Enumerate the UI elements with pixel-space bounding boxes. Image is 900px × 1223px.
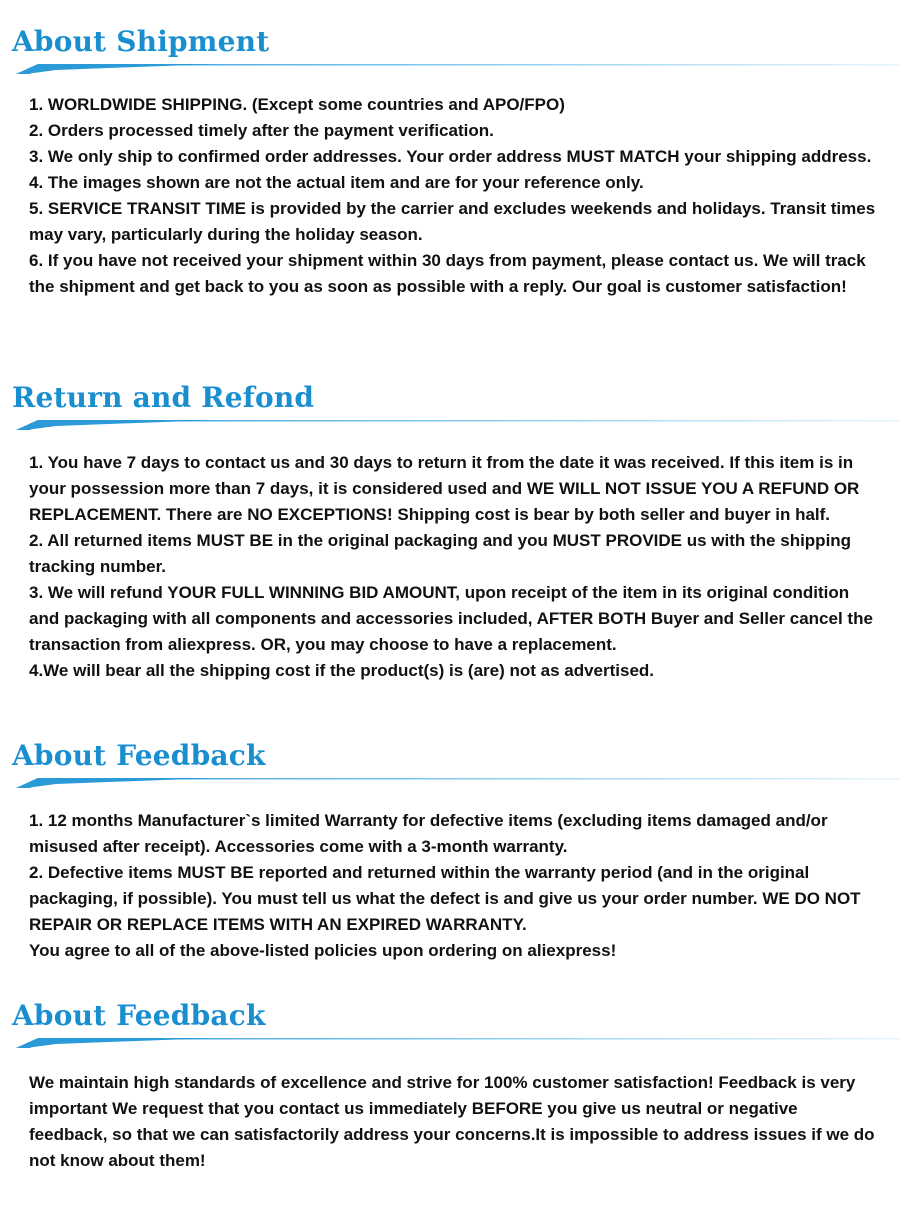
policy-paragraph: 4.We will bear all the shipping cost if the product(s) is (are) not as advertised.: [29, 661, 655, 680]
section-body: [29, 450, 879, 684]
section-title: About Feedback: [12, 999, 266, 1032]
section-title: About Feedback: [12, 739, 266, 772]
policy-paragraph: You agree to all of the above-listed policies upon ordering on aliexpress!: [29, 941, 617, 960]
policy-paragraph: 2. Defective items MUST BE reported and returned within the warranty period (and in the original packaging, if possible). You must tell us what the defect is and give us your order number. WE DO NOT REPAIR OR REPLACE ITEMS WITH AN EXPIRED WARRANTY.: [29, 863, 861, 934]
title-underline-rule: [16, 418, 900, 430]
policy-paragraph: 1. You have 7 days to contact us and 30 days to return it from the date it was received. If this item is in your possession more than 7 days, it is considered used and WE WILL NOT ISSUE YOU A REFUND OR REPLACEMENT. There are NO EXCEPTIONS! Shipping cost is bear by both seller and buyer in half.: [29, 453, 860, 524]
section-title: Return and Refond: [12, 381, 315, 414]
policy-paragraph: 4. The images shown are not the actual item and are for your reference only.: [29, 173, 644, 192]
policy-paragraph: 6. If you have not received your shipment within 30 days from payment, please contact us. We will track the shipment and get back to you as soon as possible with a reply. Our goal is customer satisfaction!: [29, 251, 866, 296]
policy-paragraph: We maintain high standards of excellence and strive for 100% customer satisfaction! Feedback is very important We request that you contact us immediately BEFORE you give us neutral or negative feedback, so that we can satisfactorily address your concerns.It is impossible to address issues if we do not know about them!: [29, 1073, 875, 1170]
policy-paragraph: 2. All returned items MUST BE in the original packaging and you MUST PROVIDE us with the shipping tracking number.: [29, 531, 852, 576]
section-title: About Shipment: [12, 25, 270, 58]
policy-paragraph: 3. We only ship to confirmed order addresses. Your order address MUST MATCH your shipping address.: [29, 147, 872, 166]
section-body: [29, 808, 879, 964]
section-body: [29, 92, 879, 300]
policy-paragraph: 1. WORLDWIDE SHIPPING. (Except some countries and APO/FPO): [29, 95, 565, 114]
policy-paragraph: 2. Orders processed timely after the payment verification.: [29, 121, 494, 140]
policy-paragraph: 3. We will refund YOUR FULL WINNING BID AMOUNT, upon receipt of the item in its original condition and packaging with all components and accessories included, AFTER BOTH Buyer and Seller cancel the transaction from aliexpress. OR, you may choose to have a replacement.: [29, 583, 873, 654]
title-underline-rule: [16, 776, 900, 788]
title-underline-rule: [16, 1036, 900, 1048]
section-body: [29, 1070, 879, 1174]
policy-paragraph: 1. 12 months Manufacturer`s limited Warranty for defective items (excluding items damaged and/or misused after receipt). Accessories come with a 3-month warranty.: [29, 811, 828, 856]
title-underline-rule: [16, 62, 900, 74]
policy-paragraph: 5. SERVICE TRANSIT TIME is provided by the carrier and excludes weekends and holidays. Transit times may vary, particularly during the holiday season.: [29, 199, 876, 244]
